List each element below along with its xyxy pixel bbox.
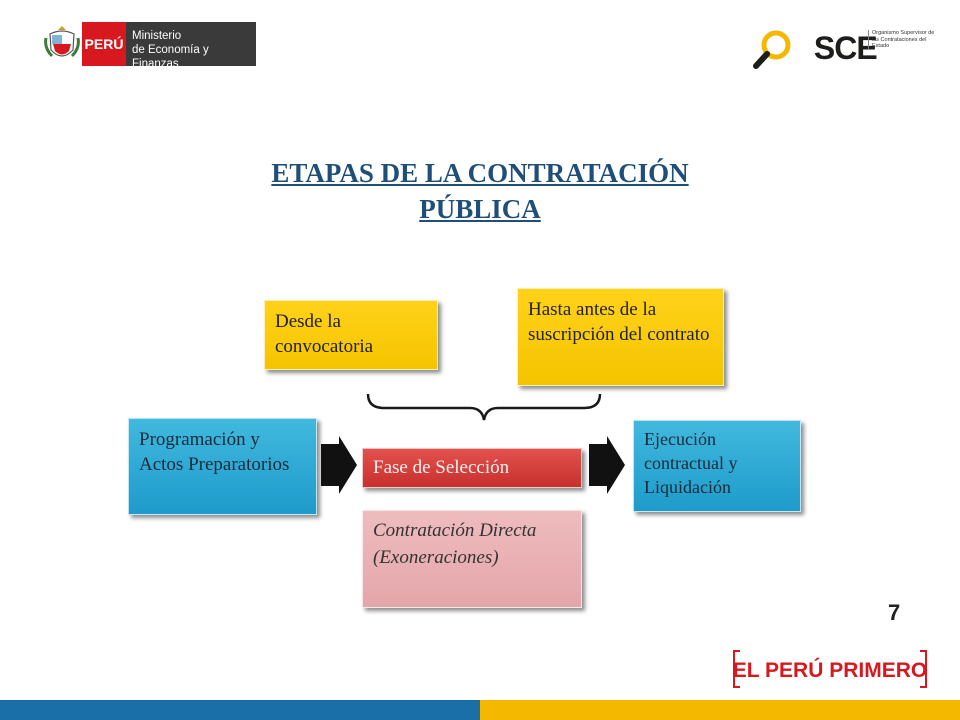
ejecucion-box: Ejecución contractual y Liquidación [633, 420, 801, 512]
osce-subtitle: Organismo Supervisor de las Contrataciones del Estado [868, 30, 942, 50]
arrow-right-icon [319, 434, 359, 496]
peru-coat-of-arms-icon [44, 24, 80, 64]
osce-letters: SCE [813, 30, 877, 66]
mef-ministry-label [126, 22, 256, 70]
contratacion-directa-box: Contratación Directa (Exoneraciones) [362, 510, 582, 608]
page-title [150, 155, 810, 227]
title-line-2: PÚBLICA [419, 194, 541, 224]
curly-brace-connector [364, 390, 604, 422]
mef-country-label: PERÚ [82, 22, 126, 66]
osce-wordmark [790, 30, 877, 67]
ministry-line-1: Ministerio [132, 30, 182, 42]
footer-bar-yellow [480, 700, 960, 720]
footer-bar-blue [0, 700, 480, 720]
ministry-line-2: de Economía y Finanzas [132, 44, 209, 70]
title-line-1: ETAPAS DE LA CONTRATACIÓN [271, 158, 689, 188]
hasta-antes-box: Hasta antes de la suscripción del contrato [517, 288, 724, 386]
page-number: 7 [888, 600, 901, 625]
fase-seleccion-box: Fase de Selección [362, 448, 582, 488]
programacion-box: Programación y Actos Preparatorios [128, 418, 317, 515]
desde-la-convocatoria-box: Desde la convocatoria [264, 300, 438, 370]
arrow-right-icon-2 [587, 434, 627, 496]
slogan-text: EL PERÚ PRIMERO [732, 659, 928, 682]
el-peru-primero-logo [732, 649, 928, 689]
